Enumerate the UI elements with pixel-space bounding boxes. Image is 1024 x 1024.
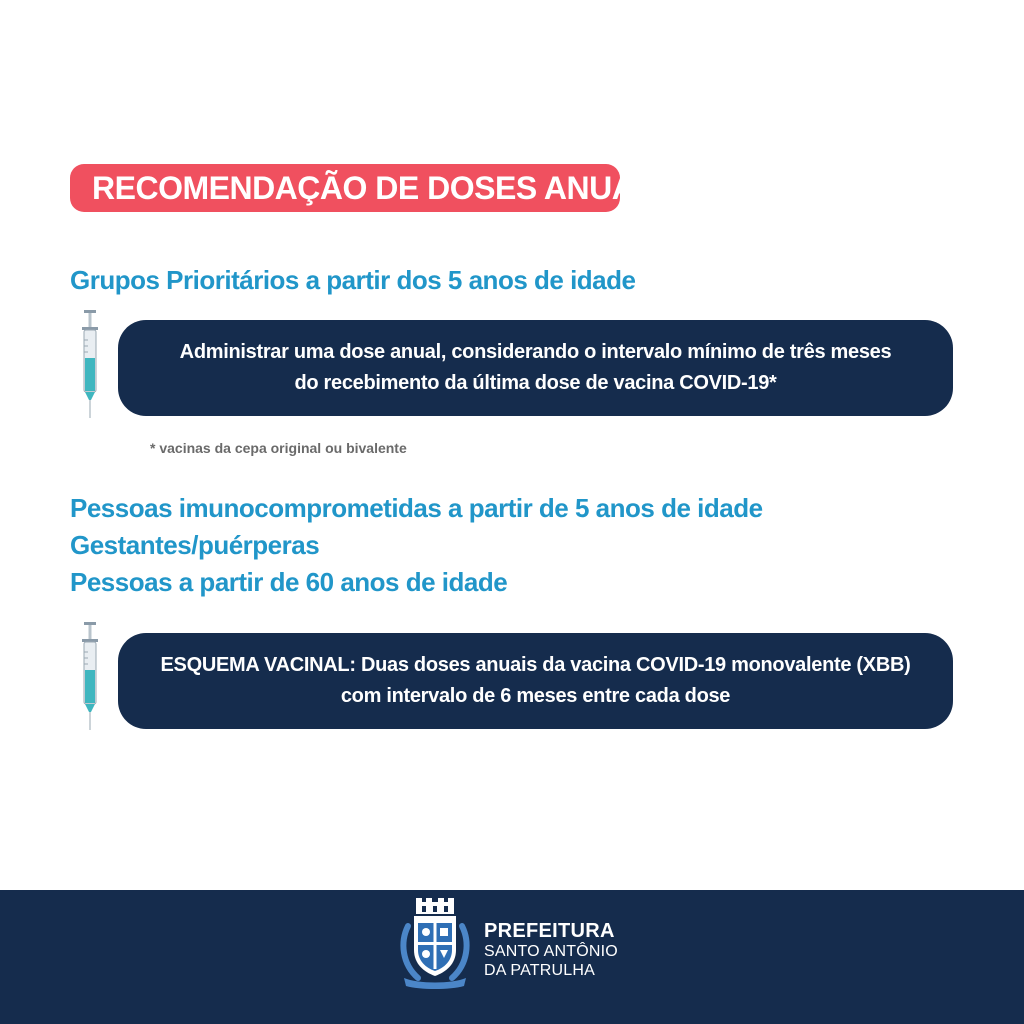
annual-dose-box	[118, 320, 953, 416]
organization-name-line-1: PREFEITURA	[484, 920, 615, 942]
page-title: RECOMENDAÇÃO DE DOSES ANUAIS	[70, 164, 620, 212]
group-heading-pregnant: Gestantes/puérperas	[70, 530, 320, 560]
vaccination-schedule-box	[118, 633, 953, 729]
organization-name-line-2: SANTO ANTÔNIO	[484, 943, 618, 960]
syringe-icon	[78, 622, 102, 730]
municipal-crest-icon	[398, 898, 472, 992]
annual-dose-line-2: do recebimento da última dose de vacina COVID-19*	[294, 372, 777, 394]
syringe-icon	[78, 310, 102, 418]
footnote: * vacinas da cepa original ou bivalente	[150, 440, 407, 456]
vaccination-schedule-line-1: ESQUEMA VACINAL: Duas doses anuais da vacina COVID-19 monovalente (XBB)	[160, 654, 911, 676]
footer-bar	[0, 890, 1024, 1024]
organization-name-line-3: DA PATRULHA	[484, 962, 595, 979]
priority-groups-heading: Grupos Prioritários a partir dos 5 anos de idade	[70, 265, 636, 295]
group-heading-immunocompromised: Pessoas imunocomprometidas a partir de 5 anos de idade	[70, 493, 763, 523]
group-heading-elderly: Pessoas a partir de 60 anos de idade	[70, 567, 508, 597]
organization-name	[484, 920, 618, 980]
annual-dose-line-1: Administrar uma dose anual, considerando o intervalo mínimo de três meses	[179, 341, 892, 363]
vaccination-schedule-line-2: com intervalo de 6 meses entre cada dose	[340, 685, 731, 707]
